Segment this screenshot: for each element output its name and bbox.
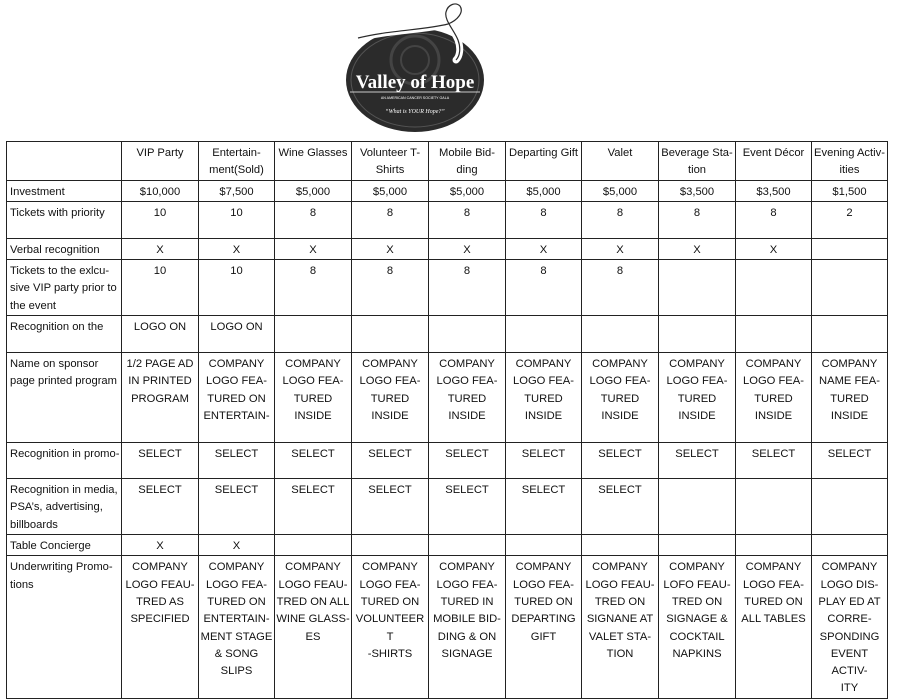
row-label-cell xyxy=(7,535,122,556)
cell-value: COMPANY LOGO FEAU- TRED ON SIGNANE AT VALET STA- TION xyxy=(585,561,655,660)
cell-value xyxy=(583,316,657,319)
table-cell xyxy=(199,260,275,316)
column-header xyxy=(122,142,199,181)
table-cell xyxy=(122,316,199,353)
cell-value: $3,500 xyxy=(679,185,715,198)
cell-value: SELECT xyxy=(751,448,796,461)
table-cell xyxy=(582,180,659,201)
table-cell xyxy=(736,535,812,556)
cell-value: 8 xyxy=(540,265,547,278)
row-label-cell xyxy=(7,201,122,238)
cell-value: X xyxy=(539,243,548,256)
table-cell xyxy=(275,479,352,535)
cell-value: COMPANY LOGO FEA- TURED INSIDE xyxy=(436,358,498,422)
cell-value xyxy=(813,260,886,263)
cell-value xyxy=(507,535,580,538)
table-cell xyxy=(352,443,429,479)
cell-value: SELECT xyxy=(368,484,412,497)
cell-value: $10,000 xyxy=(139,185,181,198)
header-row xyxy=(7,142,888,181)
table-cell xyxy=(812,260,888,316)
table-cell xyxy=(122,556,199,698)
cell-value: COMPANY LOGO FEA- TURED ON ENTERTAIN- xyxy=(203,358,270,422)
row-label: Verbal recognition xyxy=(10,243,100,256)
cell-value xyxy=(813,479,886,482)
cell-value: SELECT xyxy=(675,448,719,461)
row-label-cell xyxy=(7,353,122,443)
cell-value: SELECT xyxy=(214,448,259,461)
table-cell xyxy=(736,479,812,535)
table-cell xyxy=(352,316,429,353)
table-cell xyxy=(659,260,736,316)
cell-value: COMPANY LOGO FEAU- TRED AS SPECIFIED xyxy=(125,561,195,626)
table-cell xyxy=(352,353,429,443)
cell-value: COMPANY LOGO FEA- TURED INSIDE xyxy=(743,358,804,422)
table-cell xyxy=(352,556,429,698)
cell-value xyxy=(737,260,810,263)
column-header-label: Mobile Bid- ding xyxy=(439,147,495,177)
logo-tagline: “What is YOUR Hope?” xyxy=(385,109,445,115)
cell-value xyxy=(583,535,657,538)
column-header-label: VIP Party xyxy=(136,147,184,159)
table-cell xyxy=(122,238,199,259)
table-cell xyxy=(812,556,888,698)
cell-value xyxy=(813,239,886,242)
table-cell xyxy=(122,535,199,556)
cell-value: SELECT xyxy=(291,484,335,497)
row-label-cell xyxy=(7,443,122,479)
cell-value: COMPANY LOGO FEA- TURED IN MOBILE BID- DING & ON SIGNAGE xyxy=(433,561,501,660)
table-cell xyxy=(122,443,199,479)
table-cell xyxy=(275,180,352,201)
row-label-cell xyxy=(7,180,122,201)
cell-value: 2 xyxy=(846,206,853,219)
table-cell xyxy=(736,353,812,443)
table-cell xyxy=(506,260,582,316)
table-cell xyxy=(275,443,352,479)
row-label: Underwriting Promo- tions xyxy=(10,561,113,591)
cell-value: COMPANY LOFO FEAU- TRED ON SIGNAGE & COCKTAIL NAPKINS xyxy=(663,561,731,660)
row-label-cell xyxy=(7,238,122,259)
cell-value xyxy=(660,479,734,482)
cell-value: COMPANY LOGO FEA- TURED INSIDE xyxy=(359,358,421,422)
cell-value xyxy=(276,535,350,538)
table-cell xyxy=(352,238,429,259)
table-cell xyxy=(429,535,506,556)
cell-value: 8 xyxy=(616,206,624,219)
cell-value xyxy=(737,535,810,538)
logo-badge xyxy=(330,0,500,136)
table-cell xyxy=(199,443,275,479)
cell-value: X xyxy=(232,540,241,553)
cell-value: LOGO ON xyxy=(210,321,263,334)
table-cell xyxy=(812,353,888,443)
valley-of-hope-logo xyxy=(330,0,500,136)
table-cell xyxy=(122,479,199,535)
table-cell xyxy=(506,238,582,259)
table-cell xyxy=(659,443,736,479)
row-label: Recognition in promo- xyxy=(10,448,120,461)
cell-value: LOGO ON xyxy=(133,321,187,334)
cell-value xyxy=(507,316,580,319)
cell-value: 8 xyxy=(309,206,317,219)
column-header-label: Volunteer T- Shirts xyxy=(359,147,421,177)
cell-value: COMPANY LOGO FEA- TURED ON ENTERTAIN- MENT STAGE & SONG SLIPS xyxy=(200,561,273,678)
table-cell xyxy=(659,479,736,535)
table-row xyxy=(7,535,888,556)
table-cell xyxy=(429,353,506,443)
column-header xyxy=(736,142,812,181)
table-cell xyxy=(275,535,352,556)
table-cell xyxy=(506,443,582,479)
cell-value: $3,500 xyxy=(756,185,791,198)
table-cell xyxy=(659,201,736,238)
table-cell xyxy=(582,238,659,259)
cell-value: $5,000 xyxy=(372,185,408,198)
table-cell xyxy=(429,316,506,353)
cell-value: SELECT xyxy=(214,484,259,497)
table-cell xyxy=(199,479,275,535)
cell-value: 8 xyxy=(386,206,394,219)
cell-value: COMPANY LOGO FEA- TURED INSIDE xyxy=(666,358,728,422)
cell-value: X xyxy=(156,243,164,256)
table-cell xyxy=(812,238,888,259)
table-cell xyxy=(582,260,659,316)
column-header-label: Beverage Sta- tion xyxy=(661,147,733,177)
cell-value: X xyxy=(309,243,317,256)
table-cell xyxy=(429,556,506,698)
cell-value: COMPANY NAME FEA- TURED INSIDE xyxy=(819,358,880,422)
table-cell xyxy=(736,443,812,479)
table-cell xyxy=(736,201,812,238)
row-label: Recognition on the xyxy=(10,321,104,334)
cell-value: 8 xyxy=(463,206,471,219)
column-header xyxy=(275,142,352,181)
table-row xyxy=(7,180,888,201)
column-header xyxy=(352,142,429,181)
table-cell xyxy=(199,316,275,353)
cell-value: SELECT xyxy=(138,484,182,497)
table-cell xyxy=(506,180,582,201)
table-cell xyxy=(275,260,352,316)
table-cell xyxy=(199,180,275,201)
cell-value: X xyxy=(616,243,624,256)
table-cell xyxy=(199,353,275,443)
table-cell xyxy=(659,556,736,698)
corner-text xyxy=(10,142,120,145)
column-header xyxy=(506,142,582,181)
cell-value: SELECT xyxy=(598,448,642,461)
table-cell xyxy=(812,479,888,535)
table-cell xyxy=(582,353,659,443)
table-cell xyxy=(122,201,199,238)
column-header-label: Evening Activ- ities xyxy=(814,147,885,177)
row-label-cell xyxy=(7,260,122,316)
cell-value xyxy=(737,316,810,319)
cell-value: COMPANY LOGO FEA- TURED INSIDE xyxy=(282,358,344,422)
cell-value: $5,000 xyxy=(295,185,331,198)
table-row xyxy=(7,443,888,479)
table-cell xyxy=(812,201,888,238)
table-cell xyxy=(812,316,888,353)
cell-value: 8 xyxy=(616,265,624,278)
row-label-cell xyxy=(7,479,122,535)
table-cell xyxy=(582,201,659,238)
cell-value: COMPANY LOGO FEA- TURED INSIDE xyxy=(513,358,574,422)
cell-value: 1/2 PAGE AD IN PRINTED PROGRAM xyxy=(126,358,194,405)
table-cell xyxy=(736,260,812,316)
table-cell xyxy=(582,316,659,353)
cell-value: 8 xyxy=(309,265,317,278)
table-row xyxy=(7,479,888,535)
table-cell xyxy=(199,201,275,238)
cell-value: COMPANY LOGO FEA- TURED ON DEPARTING GIFT xyxy=(511,561,576,643)
table-row xyxy=(7,556,888,698)
cell-value: SELECT xyxy=(445,448,489,461)
table-row xyxy=(7,260,888,316)
cell-value: 8 xyxy=(770,206,777,219)
row-label: Table Concierge xyxy=(10,540,91,553)
cell-value xyxy=(660,260,734,263)
table-row xyxy=(7,201,888,238)
table-cell xyxy=(352,180,429,201)
cell-value: SELECT xyxy=(521,448,566,461)
table-row xyxy=(7,353,888,443)
cell-value: 10 xyxy=(153,206,167,219)
row-label: Recognition in media, PSA’s, advertising, billboards xyxy=(10,484,118,531)
table-cell xyxy=(122,180,199,201)
logo-subtitle: AN AMERICAN CANCER SOCIETY GALA xyxy=(380,96,450,100)
table-cell xyxy=(736,316,812,353)
column-header xyxy=(659,142,736,181)
table-cell xyxy=(736,238,812,259)
cell-value: SELECT xyxy=(368,448,412,461)
table-cell xyxy=(812,535,888,556)
cell-value: $5,000 xyxy=(602,185,638,198)
table-cell xyxy=(659,238,736,259)
table-cell xyxy=(275,238,352,259)
row-label-cell xyxy=(7,316,122,353)
table-cell xyxy=(429,201,506,238)
cell-value: SELECT xyxy=(827,448,872,461)
table-row xyxy=(7,316,888,353)
cell-value: 10 xyxy=(230,265,243,278)
cell-value: SELECT xyxy=(521,484,566,497)
table-cell xyxy=(352,260,429,316)
cell-value: 8 xyxy=(540,206,547,219)
cell-value xyxy=(813,316,886,319)
table-cell xyxy=(122,353,199,443)
column-header xyxy=(429,142,506,181)
table-cell xyxy=(582,556,659,698)
cell-value xyxy=(353,535,427,538)
logo-title: Valley of Hope xyxy=(355,72,475,93)
cell-value: COMPANY LOGO FEA- TURED ON ALL TABLES xyxy=(741,561,806,626)
cell-value xyxy=(430,535,504,538)
table-cell xyxy=(736,180,812,201)
corner-cell xyxy=(7,142,122,181)
table-cell xyxy=(275,316,352,353)
cell-value: $7,500 xyxy=(219,185,254,198)
table-cell xyxy=(812,180,888,201)
cell-value: $5,000 xyxy=(449,185,485,198)
column-header xyxy=(199,142,275,181)
table-cell xyxy=(582,443,659,479)
row-label-cell xyxy=(7,556,122,698)
table-cell xyxy=(506,201,582,238)
cell-value: COMPANY LOGO FEA- TURED ON VOLUNTEER T -SHIRTS xyxy=(355,561,425,660)
table-cell xyxy=(812,443,888,479)
cell-value: SELECT xyxy=(445,484,489,497)
table-cell xyxy=(199,556,275,698)
row-label: Tickets with priority xyxy=(10,206,105,219)
cell-value: 8 xyxy=(463,265,471,278)
table-cell xyxy=(736,556,812,698)
table-cell xyxy=(659,180,736,201)
cell-value xyxy=(660,316,734,319)
cell-value: $5,000 xyxy=(526,185,561,198)
cell-value: $1,500 xyxy=(832,185,867,198)
cell-value: X xyxy=(156,540,164,553)
table-cell xyxy=(506,353,582,443)
cell-value xyxy=(660,535,734,538)
cell-value: X xyxy=(232,243,241,256)
cell-value xyxy=(353,316,427,319)
column-header xyxy=(812,142,888,181)
cell-value: X xyxy=(769,243,778,256)
table-cell xyxy=(352,479,429,535)
table-cell xyxy=(275,556,352,698)
row-label: Name on sponsor page printed program xyxy=(10,358,117,388)
table-cell xyxy=(659,353,736,443)
table-row xyxy=(7,238,888,259)
cell-value: 8 xyxy=(693,206,701,219)
table-cell xyxy=(199,238,275,259)
cell-value: 8 xyxy=(386,265,394,278)
cell-value: X xyxy=(386,243,394,256)
column-header-label: Wine Glasses xyxy=(278,147,348,159)
table-cell xyxy=(659,535,736,556)
cell-value xyxy=(813,535,886,538)
cell-value: X xyxy=(463,243,471,256)
table-cell xyxy=(429,479,506,535)
row-label: Tickets to the exlcu- sive VIP party prior to the event xyxy=(10,265,117,312)
cell-value: 10 xyxy=(153,265,167,278)
table-cell xyxy=(659,316,736,353)
cell-value xyxy=(737,479,810,482)
table-cell xyxy=(506,556,582,698)
table-cell xyxy=(352,535,429,556)
table-cell xyxy=(122,260,199,316)
table-cell xyxy=(199,535,275,556)
column-header-label: Event Décor xyxy=(742,147,805,159)
table-cell xyxy=(352,201,429,238)
table-cell xyxy=(582,535,659,556)
cell-value xyxy=(430,316,504,319)
table-cell xyxy=(429,180,506,201)
cell-value: SELECT xyxy=(291,448,335,461)
column-header-label: Valet xyxy=(607,147,633,159)
sponsorship-levels-table xyxy=(6,141,888,699)
cell-value: COMPANY LOGO FEAU- TRED ON ALL WINE GLASS- ES xyxy=(276,561,350,643)
table-cell xyxy=(275,353,352,443)
cell-value: COMPANY LOGO FEA- TURED INSIDE xyxy=(589,358,651,422)
column-header-label: Departing Gift xyxy=(508,147,579,159)
column-header xyxy=(582,142,659,181)
table-body xyxy=(7,142,888,699)
table-cell xyxy=(429,260,506,316)
table-cell xyxy=(429,238,506,259)
cell-value: X xyxy=(693,243,701,256)
row-label: Investment xyxy=(10,185,65,198)
table-cell xyxy=(506,479,582,535)
table-cell xyxy=(506,316,582,353)
table-cell xyxy=(506,535,582,556)
cell-value: SELECT xyxy=(138,448,182,461)
table-cell xyxy=(275,201,352,238)
cell-value: SELECT xyxy=(598,484,642,497)
cell-value: 10 xyxy=(230,206,243,219)
cell-value: COMPANY LOGO DIS- PLAY ED AT CORRE- SPONDING EVENT ACTIV- ITY xyxy=(818,561,881,695)
column-header-label: Entertain- ment(Sold) xyxy=(209,147,264,177)
table-cell xyxy=(429,443,506,479)
table-cell xyxy=(582,479,659,535)
cell-value xyxy=(276,316,350,319)
